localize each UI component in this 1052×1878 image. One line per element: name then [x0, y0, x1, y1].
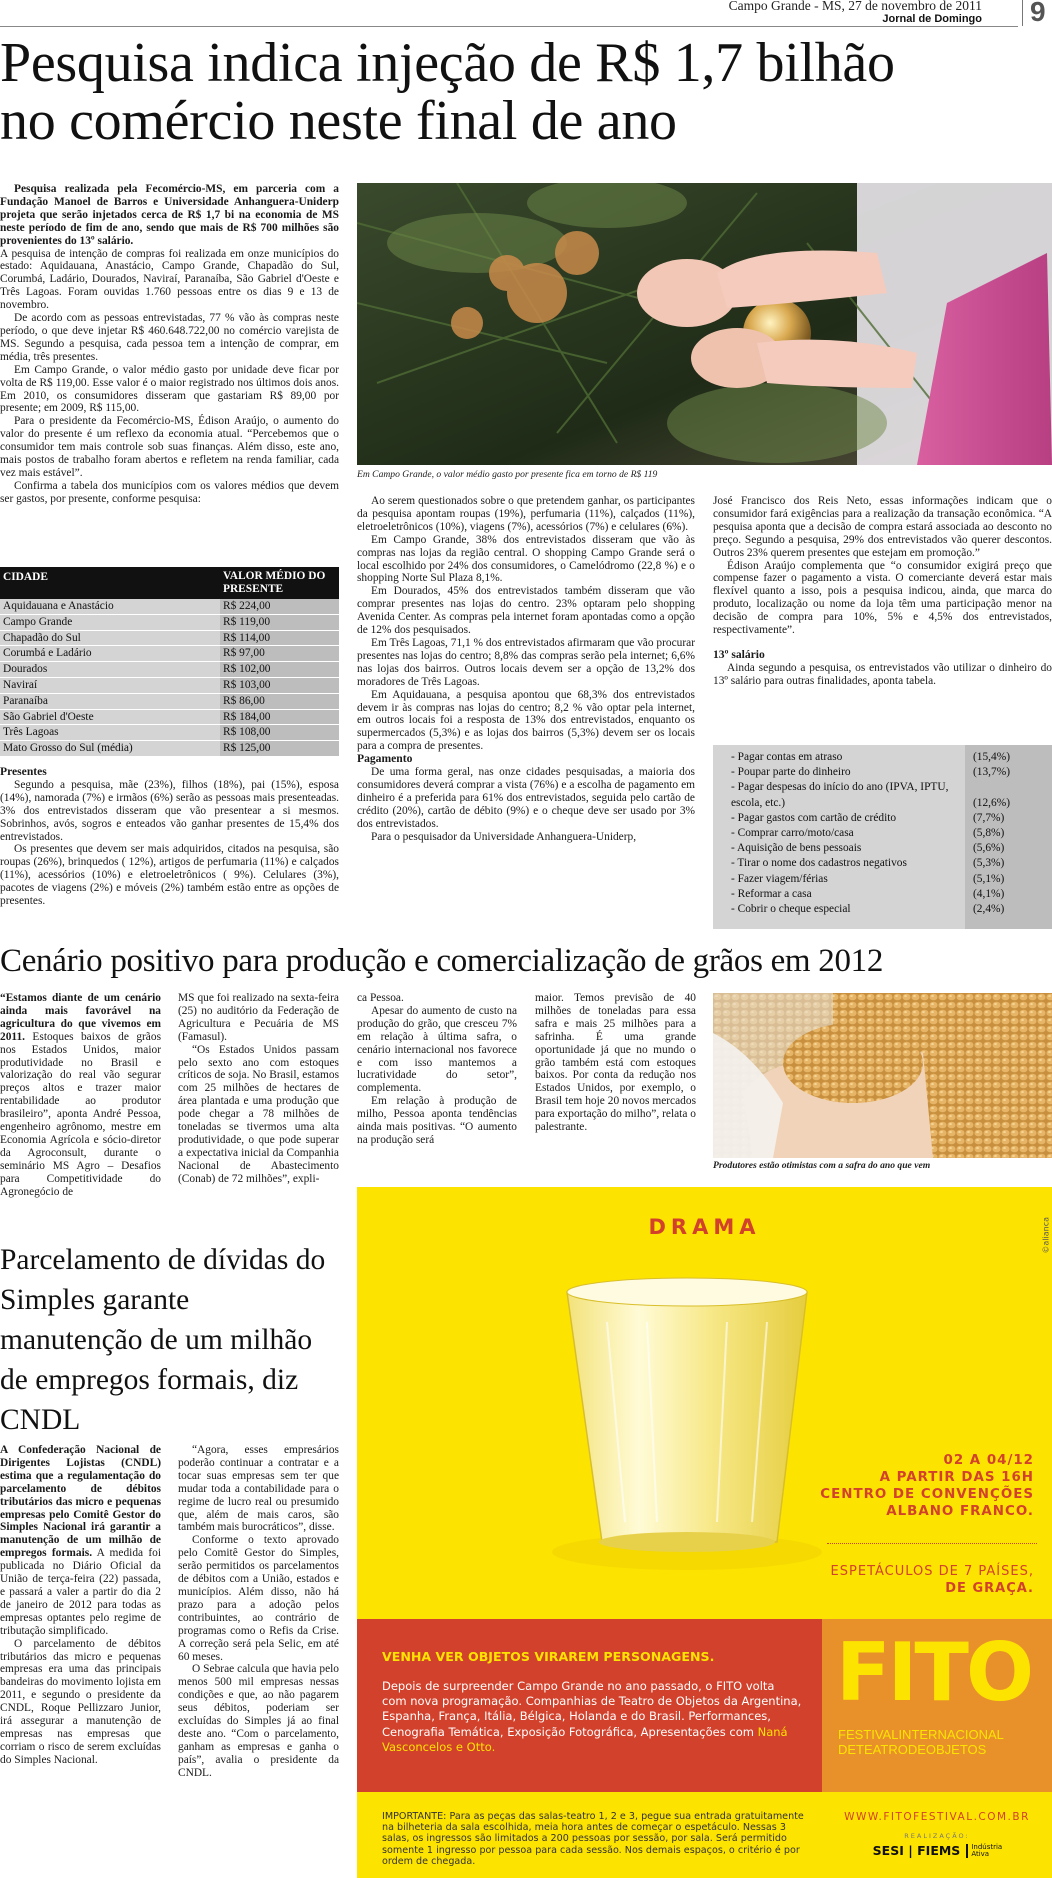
paragraph: maior. Temos previsão de 40 milhões de toneladas para essa safra e mais 25 milhões para a safrinha. É uma grande oportunidade já que no mundo o grão também está com estoques baixos. Por conta da redução nos Estados Unidos, por exemplo, o Brasil tem hoje 20 novos mercados para exportação do milho”, relata o palestrante.	[535, 992, 696, 1134]
table-cell-use: - Tirar o nome dos cadastros negativos	[731, 857, 907, 870]
ad-spectacles	[831, 1563, 1034, 1597]
table-cell-city: Campo Grande	[0, 614, 220, 630]
table-header-city: CIDADE	[3, 571, 48, 583]
ad-red-title: VENHA VER OBJETOS VIRAREM PERSONAGENS.	[382, 1649, 715, 1664]
headline-line-1: Pesquisa indica injeção de R$ 1,7 bilhão	[0, 32, 895, 94]
ad-red-panel	[357, 1619, 822, 1792]
ad-time: A PARTIR DAS 16H	[879, 1470, 1034, 1485]
ad-venue-line-1: CENTRO DE CONVENÇÕES	[820, 1487, 1034, 1502]
table-cell-use: - Fazer viagem/férias	[731, 872, 828, 885]
table-cell-value: R$ 184,00	[220, 709, 339, 725]
ad-realizacao-label: REALIZAÇÃO:	[904, 1832, 970, 1840]
table-cell-use: - Pagar contas em atraso	[731, 751, 843, 763]
table-cell-city: Aquidauana e Anastácio	[0, 599, 220, 614]
paragraph: Édison Araújo complementa que “o consumidor exigirá preço que compense fazer o pagamento a vista. O comerciante deverá estar mais flexível quanto a isso, pois a pesquisa indicou, ainda, que marca do produto, localização ou nome da loja têm uma participação menor na decisão de compra para 10%, 5% e 4,5% dos entrevistados, respectivamente”.	[713, 559, 1052, 637]
ad-festival-line-1: FESTIVALINTERNACIONAL	[838, 1727, 1004, 1742]
ad-agency-credit: ©alianca	[1042, 1217, 1051, 1254]
fito-logo: FITO	[836, 1626, 1031, 1719]
ad-website: WWW.FITOFESTIVAL.COM.BR	[844, 1811, 1030, 1823]
table-cell-value: R$ 119,00	[220, 614, 339, 630]
table-row	[713, 841, 1052, 856]
paragraph: A pesquisa de intenção de compras foi realizada em onze municípios do estado: Aquidauana, Anastácio, Campo Grande, Chapadão do Sul, Corumbá, Ladário, Dourados, Naviraí, Paranaíba, São Gabriel d'Oeste e Três Lagoas. Foram ouvidas 1.760 pessoas entre os dias 9 e 13 de novembro.	[0, 247, 339, 312]
table-cell-city: Corumbá e Ladário	[0, 646, 220, 662]
paragraph: “Agora, esses empresários poderão continuar a contratar e a tocar suas empresas sem ter que mudar toda a contabilidade para o regime de lucro real ou presumido que, além de mais caros, são também mais burocráticos”, disse.	[178, 1444, 339, 1534]
article-1-column-1	[0, 183, 339, 506]
ad-drama-label: DRAMA	[648, 1215, 761, 1239]
table-row	[0, 662, 339, 678]
header-place-date: Campo Grande - MS, 27 de novembro de 2011	[728, 0, 982, 13]
table-row	[713, 750, 1052, 765]
table-cell-use: - Pagar gastos com cartão de crédito	[731, 811, 897, 824]
table-cell-percent: (2,4%)	[973, 903, 1005, 916]
ad-spectacles-line-1: ESPETÁCULOS DE 7 PAÍSES,	[830, 1564, 1034, 1579]
table-cell-city: Dourados	[0, 662, 220, 678]
table-row	[713, 811, 1052, 826]
table-cell-use: - Reformar a casa	[731, 887, 812, 900]
table-row	[0, 599, 339, 614]
table-cell-city: Chapadão do Sul	[0, 630, 220, 646]
table-cell-use: - Poupar parte do dinheiro	[731, 766, 851, 779]
article-3-lead-rest: A medida foi publicada no Diário Oficial da União de terça-feira (22) passada, e passará a valer a partir do dia 2 de janeiro de 2012 para todas as empresas optantes pelo regime de tributação simplificado.	[0, 1547, 161, 1637]
table-row	[713, 856, 1052, 871]
table-row	[713, 765, 1052, 780]
paragraph: Confirma a tabela dos municípios com os valores médios que devem ser gastos, por presente, conforme pesquisa:	[0, 479, 339, 505]
table-cell-use: - Aquisição de bens pessoais	[731, 842, 862, 855]
header-paper-name: Jornal de Domingo	[882, 13, 982, 25]
table-cell-percent: (4,1%)	[973, 887, 1005, 900]
table-cell-value: R$ 103,00	[220, 677, 339, 693]
ad-logo-panel	[822, 1619, 1052, 1792]
table-cell-percent: (7,7%)	[973, 811, 1005, 824]
ad-festival-line-2: DETEATRODEOBJETOS	[838, 1742, 987, 1757]
soybeans-photo	[713, 993, 1052, 1158]
header-divider	[1022, 0, 1023, 26]
article-3-headline: Parcelamento de dívidas do Simples garante manutenção de um milhão de empregos formais, diz CNDL	[0, 1244, 326, 1436]
table-cell-use: - Cobrir o cheque especial	[731, 903, 851, 916]
soybeans-illustration	[713, 993, 1052, 1158]
paragraph: Segundo a pesquisa, mãe (23%), filhos (18%), pai (15%), esposa (14%), namorada (7%) e irmãos (6%) serão as pessoas mais presenteadas. 3% dos entrevistados disseram que vão presentear a si mesmos. Sobrinhos, avós, sogros e enteados vão ganhar presentes de 15,4% dos entrevistados.	[0, 778, 339, 843]
ad-venue-line-2: ALBANO FRANCO.	[886, 1504, 1034, 1519]
table-cell-use: - Pagar despesas do início do ano (IPVA, IPTU, escola, etc.)	[731, 781, 949, 809]
paragraph: José Francisco dos Reis Neto, essas informações indicam que o consumidor fará exigências para a realização da transação econômica. “A pesquisa aponta que a decisão de compra estará associada ao desconto no preço. Segundo a pesquisa, 29% dos entrevistados vão querer descontos. Outros 23% querem presentes que estejam em promoção.”	[713, 495, 1052, 559]
sesi-fiems-logo: SESI | FIEMS	[872, 1843, 961, 1858]
table-cell-value: R$ 224,00	[220, 599, 339, 614]
table-cell-city: São Gabriel d'Oeste	[0, 709, 220, 725]
paragraph: De uma forma geral, nas onze cidades pesquisadas, a maioria dos consumidores deverá comprar a vista (76%) e a escolha de pagamento em dinheiro é a preferida para 61% dos entrevistados, seguida pelo cartão de crédito (20%), cartão de débito (9%) e o cheque deve ser usado por 3% dos entrevistados.	[357, 766, 695, 830]
table-cell-use: - Comprar carro/moto/casa	[731, 827, 854, 840]
article-1-column-2	[357, 495, 695, 843]
table-row	[0, 725, 339, 741]
table-cell-value: R$ 114,00	[220, 630, 339, 646]
paragraph: Em Aquidauana, a pesquisa apontou que 68,3% dos entrevistados devem ir às compras nas lojas do centro; 8,2 % vão optar pela internet, em outros locais foi a resposta de 13% dos entrevistados, enquanto os supermercados (5,3%) e as lojas dos bairros (5,3%) devem ser os locais para a compra de presentes.	[357, 688, 695, 753]
table-row	[0, 693, 339, 709]
article-2-column-4	[535, 992, 696, 1134]
paragraph: MS que foi realizado na sexta-feira (25) no auditório da Federação de Agricultura e Pecuária de MS (Famasul).	[178, 992, 339, 1043]
table-cell-percent: (12,6%)	[973, 796, 1011, 809]
table-cell-percent: (5,6%)	[973, 842, 1005, 855]
photo-1-caption: Em Campo Grande, o valor médio gasto por presente fica em torno de R$ 119	[357, 469, 658, 480]
paragraph: Em Três Lagoas, 71,1 % dos entrevistados afirmaram que vão procurar presentes nas lojas do centro; 8,8% das compras serão pela internet; 6,6% nas lojas dos bairros. Outros locais devem ser a opção de 13,2% dos moradores de Três Lagoas.	[357, 636, 695, 688]
table-header-value: VALOR MÉDIO DO PRESENTE	[223, 570, 326, 595]
paragraph: Apesar do aumento de custo na produção do grão, que cresceu 7% em relação à última safra, o cenário internacional nos favorece e com isso mantemos a lucratividade do setor”, complementa.	[357, 1004, 517, 1095]
page-number: 9	[1030, 0, 1046, 27]
table-row	[713, 872, 1052, 887]
table-cell-value: R$ 97,00	[220, 646, 339, 662]
industria-ativa-logo: Indústria Ativa	[966, 1844, 1006, 1858]
pagamento-subtitle: Pagamento	[357, 752, 413, 766]
table-cell-city: Três Lagoas	[0, 725, 220, 741]
glass-illustration	[547, 1262, 837, 1572]
table-cell-city: Mato Grosso do Sul (média)	[0, 741, 220, 757]
table-row	[713, 902, 1052, 917]
ad-event-info	[820, 1452, 1034, 1520]
paragraph: Em relação à produção de milho, Pessoa aponta tendências ainda mais positivas. “O aumento na produção será	[357, 1095, 517, 1146]
article-3-column-2	[178, 1444, 339, 1780]
table-cell-city: Paranaíba	[0, 693, 220, 709]
table-row	[0, 677, 339, 693]
presentes-subtitle: Presentes	[0, 765, 47, 778]
paragraph: Ao serem questionados sobre o que pretendem ganhar, os participantes da pesquisa apontam roupas (19%), perfumaria (11%), calçados (11%), eletroeletrônicos (10%), viagens (7%), acessórios (7%) e celulares (6%).	[357, 495, 695, 533]
table-cell-value: R$ 86,00	[220, 693, 339, 709]
thirteenth-salary-table	[713, 745, 1052, 929]
table-row	[0, 741, 339, 757]
table-row	[0, 646, 339, 662]
paragraph: De acordo com as pessoas entrevistadas, 77 % vão às compras neste período, o que deve injetar R$ 460.648.722,00 no comércio varejista de MS. Segundo a pesquisa, cada pessoa tem a intenção de comprar, em média, três presentes.	[0, 312, 339, 363]
header-rule	[0, 26, 1018, 27]
paragraph: O parcelamento de débitos tributários das micro e pequenas empresas era uma das principais bandeiras do movimento lojista em 2011, e segundo o presidente da CNDL, Roque Pellizzaro Junior, irá assegurar a manutenção de empresas nas empresas que corriam o risco de serem excluídas do Simples Nacional.	[0, 1637, 161, 1766]
table-cell-percent: (5,3%)	[973, 857, 1005, 870]
christmas-tree-illustration	[357, 183, 1052, 465]
table-cell-value: R$ 108,00	[220, 725, 339, 741]
article-2-column-1	[0, 992, 161, 1199]
paragraph: Ainda segundo a pesquisa, os entrevistados vão utilizar o dinheiro do 13º salário para outras finalidades, aponta tabela.	[713, 661, 1052, 687]
paragraph: Em Campo Grande, 38% dos entrevistados disseram que vão às compras nas lojas da região central. O shopping Campo Grande será o local escolhido por 24% dos consumidores, o Camelódromo (22,8 %) e o shopping Norte Sul Plaza 8,1%.	[357, 533, 695, 585]
table-row	[713, 826, 1052, 841]
article-3-column-1	[0, 1444, 161, 1767]
table-cell-percent: (15,4%)	[973, 751, 1011, 763]
table-cell-percent: (5,1%)	[973, 872, 1005, 885]
ad-dates: 02 A 04/12	[943, 1453, 1034, 1468]
paragraph: Em Campo Grande, o valor médio gasto por unidade deve ficar por volta de R$ 119,00. Esse valor é o maior registrado nos últimos dois anos. Em 2010, os consumidores disseram que gastariam R$ 89,00 por presente; em 2009, R$ 115,00.	[0, 363, 339, 415]
soybeans-caption: Produtores estão otimistas com a safra do ano que vem	[713, 1160, 931, 1171]
ad-festival-name	[838, 1727, 1004, 1757]
ad-red-text-main: Depois de surpreender Campo Grande no ano passado, o FITO volta com nova programação. Companhias de Teatro de Objetos da Argentina, Espanha, França, Itália, Bélgica, Holanda e do Brasil. Performances, Cenografia Temática, Exposição Fotográfica, Apresentações com	[382, 1679, 802, 1739]
gift-value-table	[0, 567, 339, 757]
paragraph: ca Pessoa.	[357, 992, 404, 1004]
ad-sponsor-logos	[832, 1843, 1047, 1858]
table-row	[713, 887, 1052, 902]
article-1-headline	[0, 34, 1052, 150]
table-cell-value: R$ 102,00	[220, 662, 339, 678]
table-cell-percent: (13,7%)	[973, 766, 1011, 779]
paragraph: Para o presidente da Fecomércio-MS, Édison Araújo, o aumento do valor do presente é um reflexo da economia atual. “Percebemos que o consumidor tem mais controle sob suas finanças. Além disso, este ano, mais postos de trabalho foram abertos e refletem na renda familiar, cada vez mais estável”.	[0, 415, 339, 479]
table-row	[0, 709, 339, 725]
ad-red-text	[382, 1679, 802, 1755]
article-2-column-2	[178, 992, 339, 1186]
table-row	[713, 780, 1052, 810]
paragraph: Em Dourados, 45% dos entrevistados também disseram que vão comprar presentes nas lojas do centro. 23% optaram pelo shopping Avenida Center. As compras pela internet foram apontadas como a opção de 12% dos pesquisados.	[357, 585, 695, 637]
article-3-lead: A Confederação Nacional de Dirigentes Lojistas (CNDL) estima que a regulamentação do parcelamento de débitos tributários das micro e pequenas empresas pelo Comitê Gestor do Simples Nacional irá garantir a manutenção de um milhão de empregos formais.	[0, 1444, 161, 1560]
table-row	[0, 614, 339, 630]
article-2-lead: “Estamos diante de um cenário ainda mais favorável na agricultura do que vivemos em 2011.	[0, 992, 161, 1043]
paragraph: O Sebrae calcula que havia pelo menos 500 mil empresas nessas condições e que, ao não pagarem seus débitos, poderiam ser excluídas do Simples já ao final deste ano. “Com o parcelamento, ganham as empresas e ganha o país”, avalia o presidente da CNDL.	[178, 1663, 339, 1779]
headline-line-2: no comércio neste final de ano	[0, 90, 677, 152]
paragraph: Os presentes que devem ser mais adquiridos, citados na pesquisa, são roupas (26%), brinquedos ( 12%), artigos de perfumaria (11%) e calçados (11%), acessórios (10%) e eletroeletrônicos ( 9%). Celulares (3%), pacotes de viagens (2%) e móveis (2%) também estão entre as opções de presentes.	[0, 843, 339, 908]
table-cell-percent: (5,8%)	[973, 827, 1005, 840]
christmas-tree-photo	[357, 183, 1052, 465]
ad-red-text-highlight: Naná Vasconcelos e Otto.	[382, 1724, 788, 1754]
ad-dotted-rule	[827, 1543, 1037, 1544]
salario-subtitle: 13º salário	[713, 647, 765, 661]
table-cell-city: Naviraí	[0, 677, 220, 693]
article-2-column-3	[357, 992, 517, 1147]
article-2-lead-rest: Estoques baixos de grãos nos Estados Unidos, maior produtividade no Brasil e valorização do real vão segurar preços altos e trazer maior rentabilidade ao produtor brasileiro”, aponta André Pessoa, engenheiro agrônomo, mestre em Economia Agrícola e sócio-diretor da Agroconsult, durante o seminário MS Agro – Desafios para Competitividade do Agronegócio de	[0, 1030, 161, 1198]
paragraph: Conforme o texto aprovado pelo Comitê Gestor do Simples, serão permitidos os parcelamentos de débitos com a União, estados e municípios. Além disso, não há prazo para a adoção pelos contribuintes, ao contrário de programas como o Refis da Crise. A correção será pela Selic, em até 60 meses.	[178, 1534, 339, 1663]
page-header	[0, 0, 1052, 30]
ad-notice: IMPORTANTE: Para as peças das salas-teatro 1, 2 e 3, pegue sua entrada gratuitamente na bilheteria da sala escolhida, meia hora antes de começar o espetáculo. Nessas 3 salas, os ingressos são limitados a 200 pessoas por sessão, por sala. Será permitido somente 1 ingresso por pessoa para cada sessão. Nos demais espaços, o critério é por ordem de chegada.	[382, 1811, 804, 1867]
paragraph: “Os Estados Unidos passam pelo sexto ano com estoques críticos de soja. No Brasil, estamos com 25 milhões de hectares de área plantada e uma produção que pode chegar a 78 milhões de toneladas se tivermos uma alta produtividade, o que pode superar a expectativa inicial da Companhia Nacional de Abastecimento (Conab) de 72 milhões”, expli-	[178, 1043, 339, 1185]
presentes-section	[0, 766, 339, 908]
fito-advertisement	[357, 1187, 1052, 1878]
article-1-lead: Pesquisa realizada pela Fecomércio-MS, em parceria com a Fundação Manoel de Barros e Universidade Anhanguera-Uniderp projeta que serão injetados cerca de R$ 1,7 bi na economia de MS neste período de fim de ano, sendo que mais de R$ 700 milhões são provenientes do 13º salário.	[0, 183, 339, 247]
article-2-headline: Cenário positivo para produção e comercialização de grãos em 2012	[0, 943, 884, 979]
ad-spectacles-line-2: DE GRAÇA.	[945, 1581, 1034, 1596]
table-row	[0, 630, 339, 646]
article-1-column-3	[713, 495, 1052, 688]
paragraph: Para o pesquisador da Universidade Anhanguera-Uniderp,	[371, 830, 637, 843]
table-cell-value: R$ 125,00	[220, 741, 339, 757]
